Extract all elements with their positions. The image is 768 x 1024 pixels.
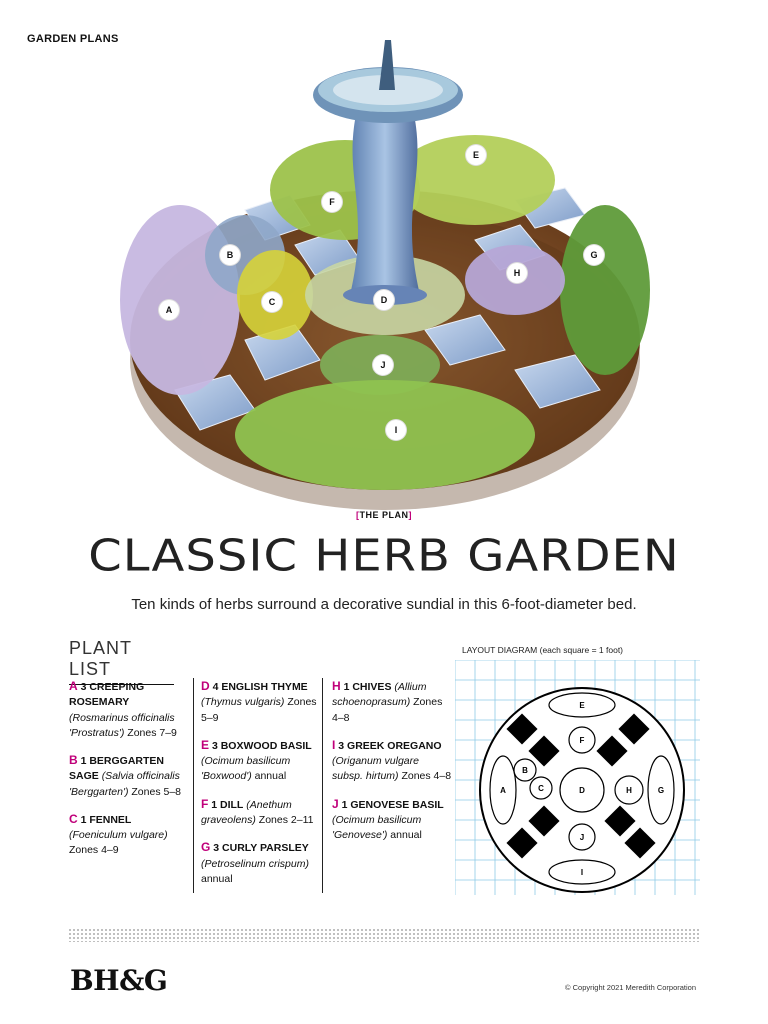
diagram-label-c: C [538, 784, 544, 793]
marker-c: C [262, 292, 282, 312]
plant-entry-d: D 4 ENGLISH THYME (Thymus vulgaris) Zones 5–9 [201, 679, 317, 724]
plant-entry-e: E 3 BOXWOOD BASIL (Ocimum basilicum 'Boxwood') annual [201, 737, 312, 783]
diagram-label-d: D [579, 786, 585, 795]
copyright-notice: © Copyright 2021 Meredith Corporation [565, 983, 697, 992]
diagram-label-g: G [657, 786, 665, 795]
marker-j: J [373, 355, 393, 375]
marker-e: E [466, 145, 486, 165]
section-label: GARDEN PLANS [27, 33, 119, 45]
marker-b: B [220, 245, 240, 265]
plant-entry-i: I 3 GREEK OREGANO (Origanum vulgare subsp. hirtum) Zones 4–8 [332, 737, 452, 783]
plant-list-column-2 [193, 678, 321, 893]
plan-tag: [THE PLAN] [356, 510, 412, 520]
marker-g: G [584, 245, 604, 265]
plant-entry-c: C 1 FENNEL (Foeniculum vulgare) Zones 4–9 [69, 811, 168, 857]
plant-list-column-1 [69, 678, 184, 870]
diagram-label-i: I [580, 868, 584, 877]
plant-entry-g: G 3 CURLY PARSLEY (Petroselinum crispum) annual [201, 840, 309, 885]
marker-d: D [374, 290, 394, 310]
marker-f: F [322, 192, 342, 212]
plant-entry-f: F 1 DILL (Anethum graveolens) Zones 2–11 [201, 796, 314, 827]
plant-entry-b: B 1 BERGGARTEN SAGE (Salvia officinalis 'Berggarten') Zones 5–8 [69, 753, 182, 798]
dotted-divider [68, 928, 700, 942]
diagram-label-f: F [579, 736, 585, 745]
diagram-label-h: H [626, 786, 632, 795]
layout-diagram-label: LAYOUT DIAGRAM (each square = 1 foot) [462, 645, 624, 655]
plant-entry-h: H 1 CHIVES (Allium schoenoprasum) Zones 4–8 [332, 679, 443, 724]
diagram-label-a: A [500, 786, 506, 795]
marker-h: H [507, 263, 527, 283]
page-title: CLASSIC HERB GARDEN [88, 530, 680, 582]
garden-illustration [95, 40, 675, 510]
diagram-label-j: J [579, 833, 585, 842]
diagram-label-e: E [579, 701, 585, 710]
plant-entry-a: A 3 CREEPING ROSEMARY (Rosmarinus officinalis 'Prostratus') Zones 7–9 [69, 679, 177, 739]
bhg-logo: BH&G [70, 964, 168, 997]
diagram-label-b: B [522, 766, 528, 775]
plant-list-heading: PLANT LIST [69, 638, 174, 685]
page-subtitle: Ten kinds of herbs surround a decorative sundial in this 6-foot-diameter bed. [131, 596, 637, 613]
plant-entry-j: J 1 GENOVESE BASIL (Ocimum basilicum 'Genovese') annual [332, 796, 444, 842]
marker-i: I [386, 420, 406, 440]
layout-diagram [455, 660, 700, 895]
marker-a: A [159, 300, 179, 320]
plant-list-column-3 [322, 678, 452, 893]
